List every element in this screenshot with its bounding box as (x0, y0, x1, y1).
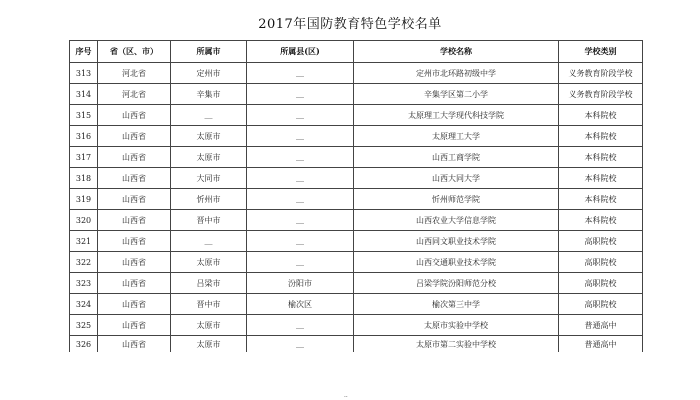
cell-county: ＿ (247, 210, 354, 231)
cell-city: 辛集市 (171, 84, 247, 105)
cell-city: 太原市 (171, 252, 247, 273)
cell-city: 定州市 (171, 63, 247, 84)
cell-county: ＿ (247, 105, 354, 126)
cell-city: ＿ (171, 105, 247, 126)
cell-province: 河北省 (98, 84, 171, 105)
header-county: 所属县(区) (247, 41, 354, 63)
cell-school-name: 定州市北环路初级中学 (354, 63, 559, 84)
cell-school-type: 本科院校 (559, 126, 643, 147)
cell-province: 山西省 (98, 252, 171, 273)
cell-school-name: 吕梁学院汾阳师范分校 (354, 273, 559, 294)
cell-school-name: 忻州师范学院 (354, 189, 559, 210)
table-row (70, 315, 643, 336)
cell-school-type: 高职院校 (559, 231, 643, 252)
cell-school-type: 高职院校 (559, 252, 643, 273)
table-row (70, 273, 643, 294)
cell-province: 山西省 (98, 189, 171, 210)
cell-county: ＿ (247, 126, 354, 147)
cell-school-type: 义务教育阶段学校 (559, 84, 643, 105)
cell-school-type: 本科院校 (559, 105, 643, 126)
cell-school-type: 本科院校 (559, 168, 643, 189)
cell-county: ＿ (247, 63, 354, 84)
cell-school-name: 山西农业大学信息学院 (354, 210, 559, 231)
cell-no: 319 (70, 189, 98, 210)
cell-province: 山西省 (98, 273, 171, 294)
cell-no: 326 (70, 336, 98, 353)
header-school: 学校名称 (354, 41, 559, 63)
cell-county: ＿ (247, 189, 354, 210)
cell-no: 316 (70, 126, 98, 147)
cell-city: 晋中市 (171, 210, 247, 231)
cell-school-name: 榆次第三中学 (354, 294, 559, 315)
cell-province: 山西省 (98, 147, 171, 168)
cell-school-name: 太原市第二实验中学校 (354, 336, 559, 353)
table-row (70, 294, 643, 315)
cell-province: 山西省 (98, 126, 171, 147)
cell-county: 汾阳市 (247, 273, 354, 294)
cell-school-name: 太原理工大学 (354, 126, 559, 147)
cell-county: ＿ (247, 147, 354, 168)
cell-no: 322 (70, 252, 98, 273)
cell-no: 323 (70, 273, 98, 294)
cell-city: 太原市 (171, 315, 247, 336)
cell-school-type: 本科院校 (559, 147, 643, 168)
table-row (70, 147, 643, 168)
header-type: 学校类别 (559, 41, 643, 63)
table-row (70, 168, 643, 189)
cell-city: 吕梁市 (171, 273, 247, 294)
cell-province: 河北省 (98, 63, 171, 84)
cell-city: ＿ (171, 231, 247, 252)
table-row (70, 126, 643, 147)
table-row (70, 105, 643, 126)
table-row (70, 252, 643, 273)
cell-province: 山西省 (98, 336, 171, 353)
cell-province: 山西省 (98, 210, 171, 231)
table-row (70, 336, 643, 353)
cell-school-type: 义务教育阶段学校 (559, 63, 643, 84)
cell-school-type: 普通高中 (559, 315, 643, 336)
cell-city: 晋中市 (171, 294, 247, 315)
cell-school-name: 山西同文职业技术学院 (354, 231, 559, 252)
cell-county: ＿ (247, 84, 354, 105)
cell-city: 太原市 (171, 147, 247, 168)
cell-province: 山西省 (98, 315, 171, 336)
cell-province: 山西省 (98, 231, 171, 252)
header-city: 所属市 (171, 41, 247, 63)
document-title: 2017年国防教育特色学校名单 (258, 17, 442, 32)
cell-county: ＿ (247, 315, 354, 336)
cell-no: 317 (70, 147, 98, 168)
cell-no: 314 (70, 84, 98, 105)
header-no: 序号 (70, 41, 98, 63)
cell-city: 大同市 (171, 168, 247, 189)
cell-county: ＿ (247, 231, 354, 252)
cell-school-name: 太原市实验中学校 (354, 315, 559, 336)
cell-no: 320 (70, 210, 98, 231)
cell-no: 321 (70, 231, 98, 252)
table-row (70, 63, 643, 84)
cell-school-name: 辛集学区第二小学 (354, 84, 559, 105)
cell-school-type: 本科院校 (559, 210, 643, 231)
cell-county: ＿ (247, 168, 354, 189)
cell-school-type: 本科院校 (559, 189, 643, 210)
cell-school-name: 山西大同大学 (354, 168, 559, 189)
cell-county: ＿ (247, 252, 354, 273)
table-row (70, 189, 643, 210)
table-row (70, 210, 643, 231)
cell-province: 山西省 (98, 294, 171, 315)
cell-province: 山西省 (98, 168, 171, 189)
page-edge-mark: ·· (344, 394, 348, 400)
cell-no: 313 (70, 63, 98, 84)
header-row (70, 41, 643, 63)
cell-city: 忻州市 (171, 189, 247, 210)
cell-school-name: 山西交通职业技术学院 (354, 252, 559, 273)
table-row (70, 84, 643, 105)
cell-no: 318 (70, 168, 98, 189)
table-header (70, 41, 643, 63)
cell-school-name: 山西工商学院 (354, 147, 559, 168)
cell-school-type: 高职院校 (559, 294, 643, 315)
table-body (70, 63, 643, 353)
cell-no: 325 (70, 315, 98, 336)
cell-school-type: 高职院校 (559, 273, 643, 294)
cell-province: 山西省 (98, 105, 171, 126)
school-list-table (69, 40, 643, 352)
cell-county: ＿ (247, 336, 354, 353)
cell-city: 太原市 (171, 126, 247, 147)
cell-city: 太原市 (171, 336, 247, 353)
header-province: 省（区、市） (98, 41, 171, 63)
cell-county: 榆次区 (247, 294, 354, 315)
cell-school-type: 普通高中 (559, 336, 643, 353)
cell-school-name: 太原理工大学现代科技学院 (354, 105, 559, 126)
cell-no: 315 (70, 105, 98, 126)
cell-no: 324 (70, 294, 98, 315)
table-row (70, 231, 643, 252)
